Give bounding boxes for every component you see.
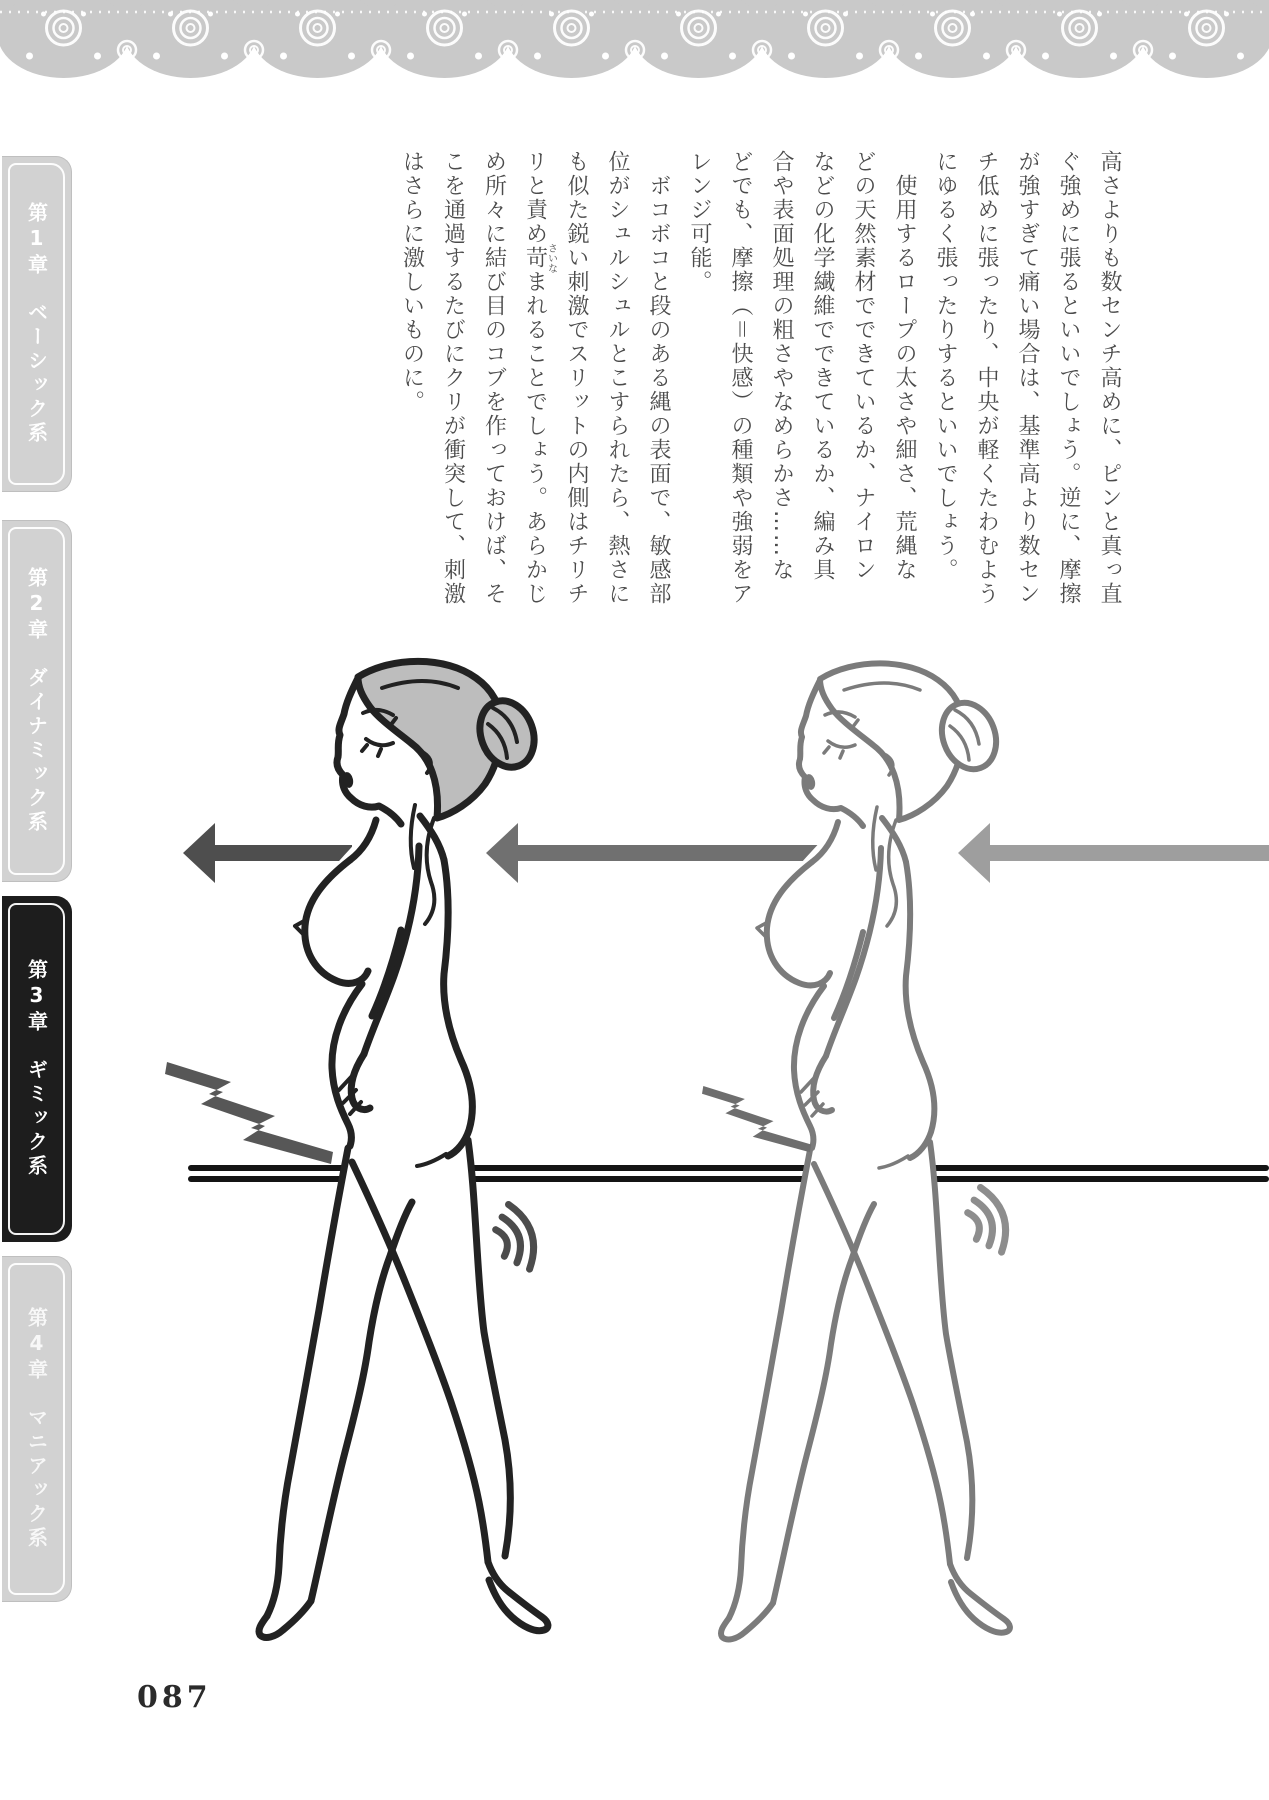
text-line: どの天然素材でできているか、ナイロン xyxy=(851,150,876,582)
vibration-waves-icon xyxy=(489,1200,541,1275)
text-line: にゆるく張ったりするといいでしょう。 xyxy=(933,150,958,582)
text-line: どでも、摩擦（＝快感）の種類や強弱をア xyxy=(728,150,753,607)
text-line: も似た鋭い刺激でスリットの内側はチリチ xyxy=(564,150,589,606)
tab-label: 第1章 ベーシック系 xyxy=(24,202,49,446)
text-line: こを通過するたびにクリが衝突して、刺激 xyxy=(440,150,466,606)
text-line: はさらに激しいものに。 xyxy=(399,150,425,414)
text-line: などの化学繊維でできているか、編み具 xyxy=(810,150,835,582)
motion-arrow-icon xyxy=(958,823,1269,883)
text-line: レンジ可能。 xyxy=(687,150,712,294)
text-line: め所々に結び目のコブを作っておけば、そ xyxy=(481,150,507,606)
shock-bolt-icon xyxy=(165,1062,333,1164)
tab-label: 第3章 ギミック系 xyxy=(24,959,49,1179)
text-line: 合や表面処理の粗さやなめらかさ……な xyxy=(769,150,794,582)
text-line: 高さよりも数センチ高めに、ピンと真っ直 xyxy=(1097,150,1122,606)
text-line: 使用するロープの太さや細さ、荒縄な xyxy=(892,150,917,582)
vibration-waves-icon xyxy=(961,1183,1013,1258)
motion-arrow-icon xyxy=(183,823,352,883)
text-line: リと責め苛さいなまれることでしょう。あらかじ xyxy=(522,150,557,606)
motion-arrow-icon xyxy=(486,823,820,883)
woman-profile-figure-ghost xyxy=(721,663,1010,1639)
tab-label: 第2章 ダイナミック系 xyxy=(24,567,49,835)
text-line: 位がシュルシュルとこすられたら、熱さに xyxy=(605,150,630,606)
text-line: ぐ強めに張るといいでしょう。逆に、摩擦 xyxy=(1056,150,1081,606)
tab-label: 第4章 マニアック系 xyxy=(24,1307,49,1551)
text-line: ボコボコと段のある縄の表面で、敏感部 xyxy=(646,150,671,606)
text-line: チ低めに張ったり、中央が軽くたわむよう xyxy=(974,150,999,606)
text-line: が強すぎて痛い場合は、基準高より数セン xyxy=(1015,150,1040,606)
page-number: 087 xyxy=(137,1680,212,1715)
